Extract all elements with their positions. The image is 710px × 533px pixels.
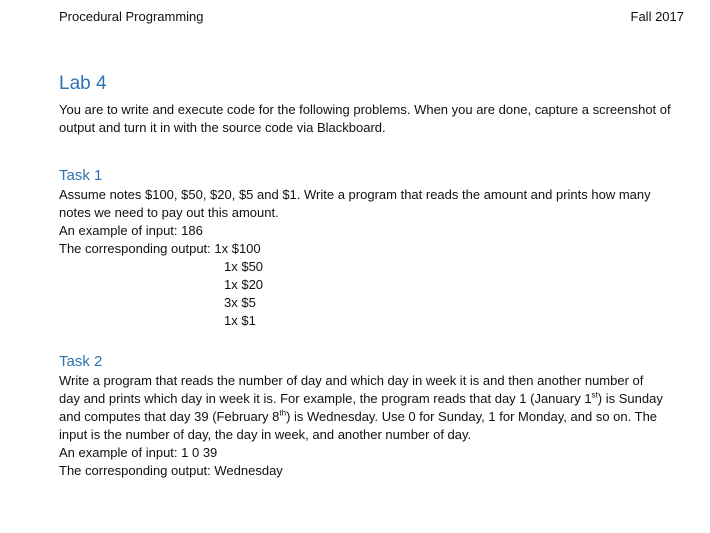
course-header: Procedural Programming [59,9,204,24]
task-1-line-1: Assume notes $100, $50, $20, $5 and $1. Write a program that reads the amount and prints how many [59,187,651,202]
lab-intro: You are to write and execute code for the following problems. When you are done, capture a screenshot of output and turn it in with the source code via Blackboard. [59,102,671,135]
task-1-output-line-4: 3x $5 [224,295,256,310]
task-1-line-3: An example of input: 186 [59,223,203,238]
task-2-line-1: Write a program that reads the number of day and which day in week it is and then another number of [59,373,644,388]
task-2-line-4: input is the number of day, the day in week, and another number of day. [59,427,472,442]
task-2-line-6: The corresponding output: Wednesday [59,463,283,478]
task-2-line-5: An example of input: 1 0 39 [59,445,218,460]
task-2-line-3-part-1: and computes that day 39 (February 8 [59,409,280,424]
lab-title: Lab 4 [59,73,107,94]
task-2-line-2 [59,390,691,408]
task-2-line-3-part-2: ) is Wednesday. Use 0 for Sunday, 1 for Monday, and so on. The [286,409,658,424]
task-1-line-4: The corresponding output: 1x $100 [59,241,261,256]
task-2-ordinal-th: th [279,408,287,418]
task-1-body [59,186,691,330]
task-2-ordinal-st: st [591,390,598,400]
task-2-line-3 [59,408,691,426]
task-2-line-2-part-2: ) is Sunday [597,391,663,406]
term-header: Fall 2017 [630,9,684,24]
task-2-body [59,372,691,480]
task-1-output-line-5: 1x $1 [224,313,256,328]
task-1-line-2: notes we need to pay out this amount. [59,205,279,220]
task-2-line-2-part-1: day and prints which day in week it is. For example, the program reads that day 1 (January 1 [59,391,592,406]
task-1-output-line-3: 1x $20 [224,277,264,292]
task-1-title: Task 1 [59,167,103,184]
task-2-title: Task 2 [59,353,103,370]
task-1-output-line-2: 1x $50 [224,259,264,274]
